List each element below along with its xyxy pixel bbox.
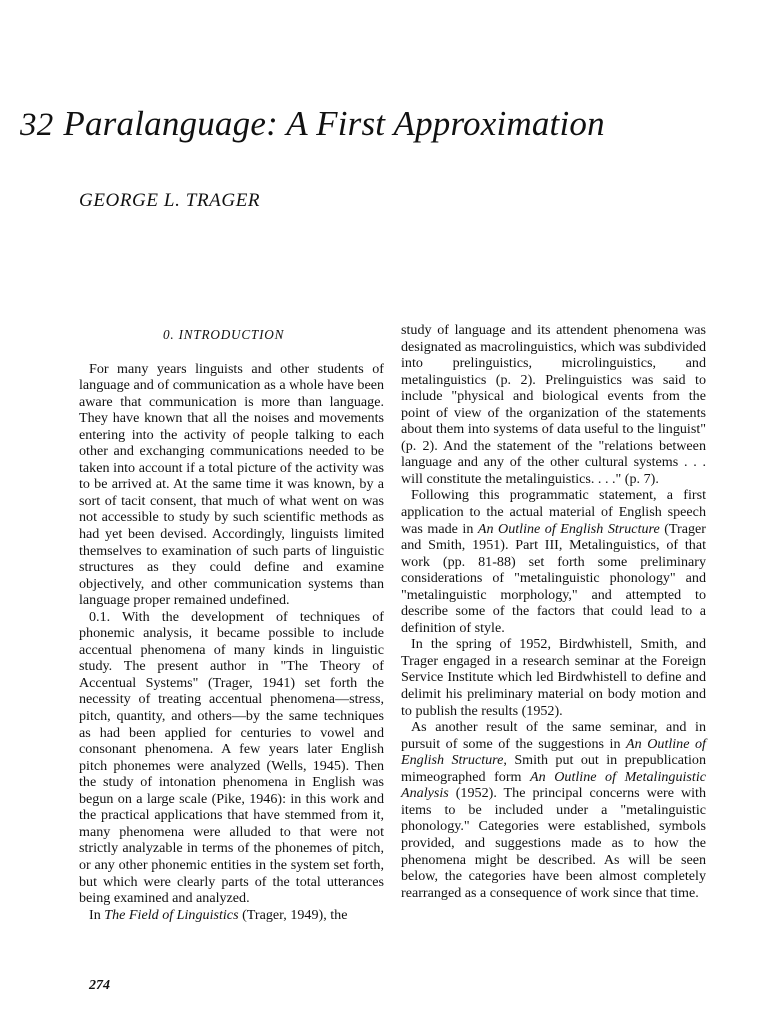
- italic-book-title: An Outline of English Structure: [477, 520, 660, 537]
- author-name: GEORGE L. TRAGER: [79, 190, 261, 211]
- paragraph-continued: study of language and its attendent phenomena was designated as macrolinguistics, which was subdivided into prelinguistics, microlinguistics, and metalinguistics (p. 2). Prelinguistics was said to include "physical and biological events from the point of view of the organization of the statements about them into systems of data useful to the linguist" (p. 2). And the statement of the "relations between language and any of the other cultural systems . . . will constitute the metalinguistics. . . ." (p. 7).: [401, 322, 706, 487]
- right-column: [401, 322, 706, 901]
- chapter-title-text: Paralanguage: A First Approximation: [63, 104, 605, 143]
- chapter-title: [20, 104, 605, 144]
- text-run: (Trager and Smith, 1951). Part III, Metalinguistics, of that work (pp. 81-88) set forth some preliminary considerations of "metalinguistic phonology" and "metalinguistic morphology," and attempted to describe some of the factors that could lead to a definition of style.: [401, 520, 706, 636]
- text-run: In: [89, 906, 105, 923]
- italic-book-title: An Outline of English Structure: [401, 735, 706, 769]
- italic-book-title: An Outline of Metalinguistic Analysis: [401, 768, 706, 802]
- paragraph: 0.1. With the development of techniques of phonemic analysis, it became possible to include accentual phenomena of many kinds in linguistic study. The present author in "The Theory of Accentual Systems" (Trager, 1941) set forth the necessity of treating accentual phenomena—stress, pitch, quantity, and others—by the same techniques as had been applied for centuries to vowel and consonant phenomena. A few years later English pitch phonemes were analyzed (Wells, 1945). Then the study of intonation phenomena in English was begun on a large scale (Pike, 1946): in this work and the practical applications that have stemmed from it, many phenomena were alluded to that were not strictly analyzable in terms of the phonemes of pitch, or any other phonemic entities in the system set forth, but which were clearly parts of the total utterances being examined and analyzed.: [79, 608, 384, 907]
- section-heading: 0. INTRODUCTION: [163, 327, 285, 342]
- text-run: As another result of the same seminar, and in pursuit of some of the suggestions in: [401, 719, 706, 752]
- text-run: Following this programmatic statement, a first application to the actual material of English speech was made in: [401, 487, 706, 537]
- paragraph: In the spring of 1952, Birdwhistell, Smith, and Trager engaged in a research seminar at the Foreign Service Institute which led Birdwhistell to define and delimit his preliminary material on body motion and to publish the results (1952).: [401, 636, 706, 719]
- text-run: , Smith put out in prepublication mimeographed form: [401, 752, 706, 785]
- chapter-number: 32: [20, 107, 54, 143]
- paragraph: [401, 719, 706, 901]
- paragraph: [401, 487, 706, 636]
- text-run: (1952). The principal concerns were with items to be included under a "metalinguistic phonology." Categories were established, symbols provided, and suggestions made as to how the phenomena might be described. As will be seen below, the categories have been almost completely rearranged as a consequence of work since that time.: [401, 785, 706, 901]
- page-number: 274: [89, 978, 110, 993]
- italic-book-title: The Field of Linguistics: [104, 906, 239, 923]
- text-run: (Trager, 1949), the: [238, 906, 348, 923]
- paragraph: For many years linguists and other students of language and of communication as a whole have been aware that communication is more than language. They have known that all the noises and movements entering into the activity of people talking to each other and exchanging communications needed to be taken into account if a total picture of the activity was to be arrived at. At the same time it was known, by a sort of tacit consent, that much of what went on was not accessible to study by such scientific methods as had yet been devised. Accordingly, linguists limited themselves to examination of such parts of linguistic structures as they could define and examine objectively, and other communication systems than language proper remained undefined.: [79, 360, 384, 609]
- paragraph: [79, 907, 384, 924]
- left-column: [79, 322, 384, 923]
